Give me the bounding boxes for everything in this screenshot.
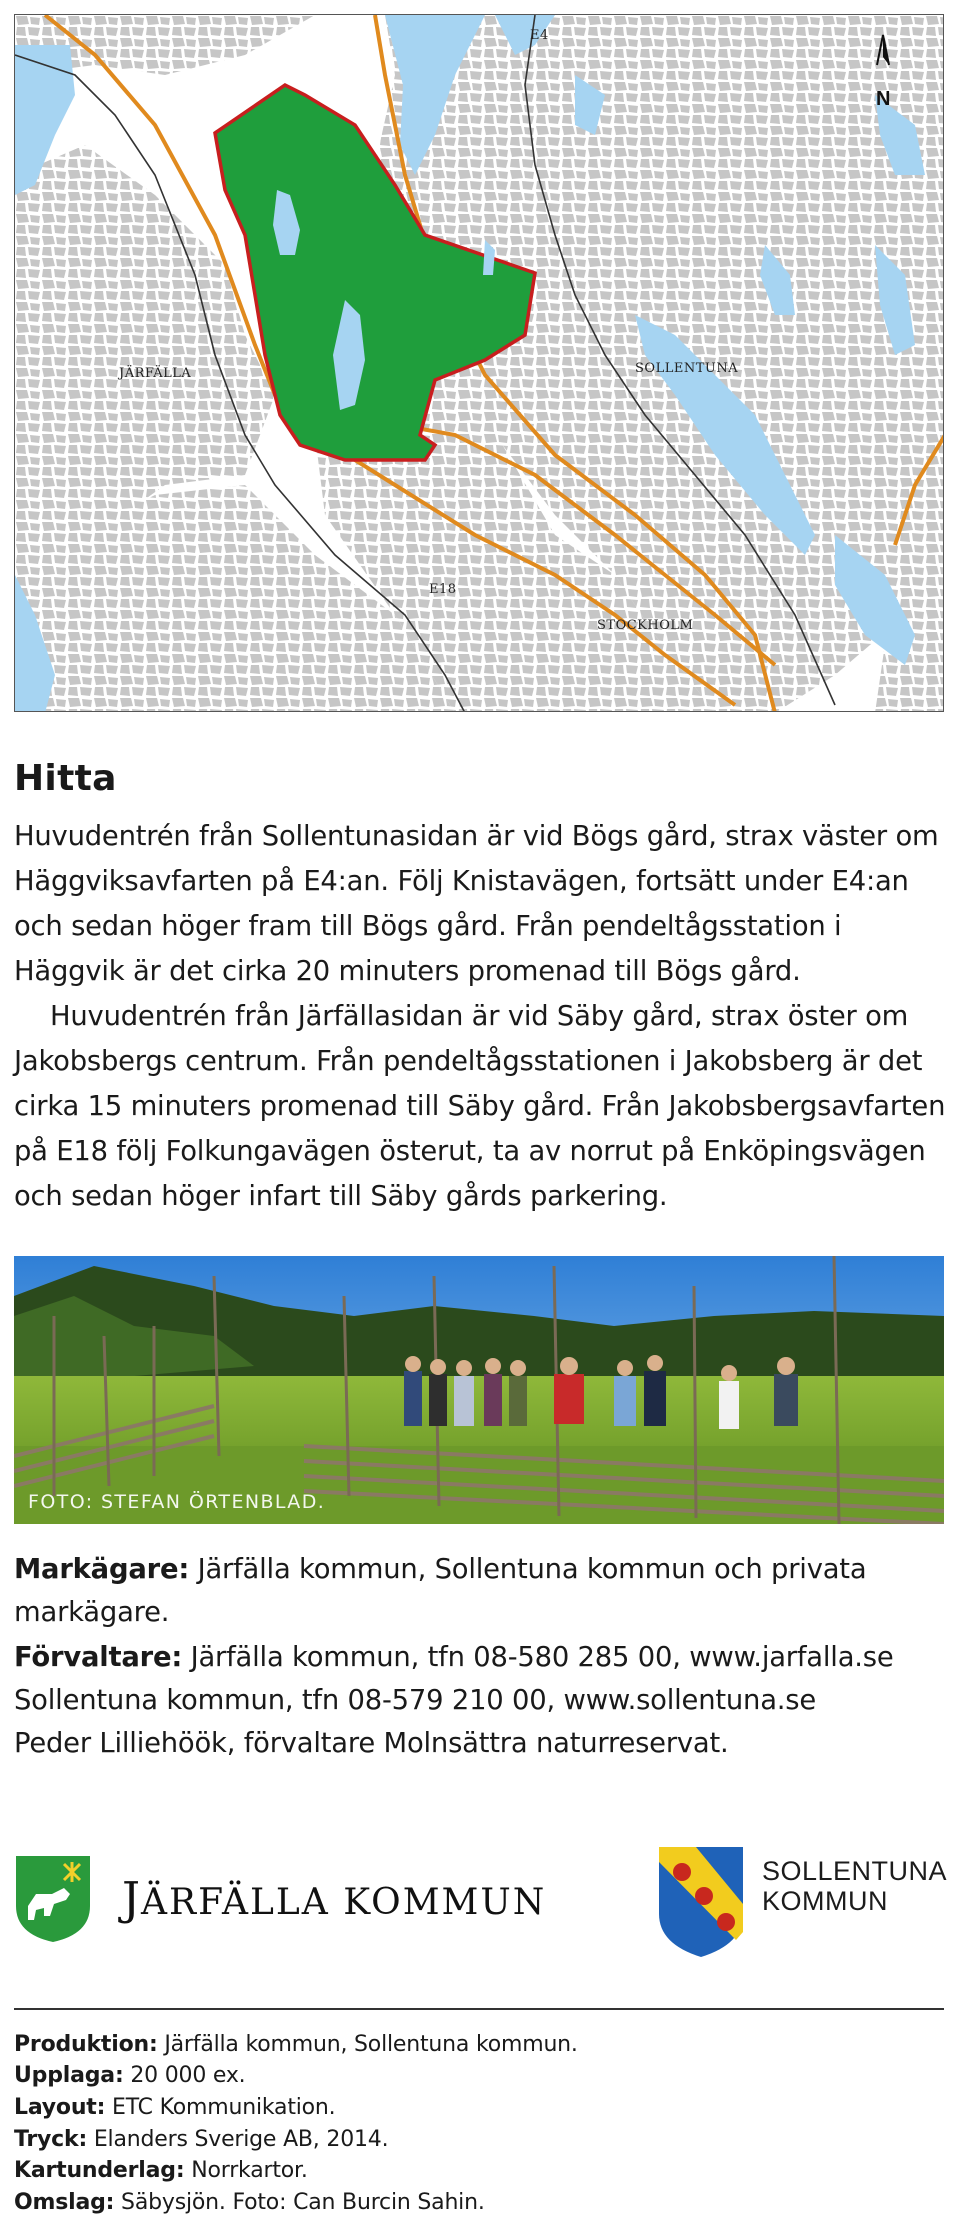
directions-paragraph-jarfalla [14, 994, 950, 1219]
north-label: N [876, 88, 891, 110]
jarfalla-wordmark [122, 1872, 546, 1925]
credit-label: Kartunderlag: [14, 2158, 185, 2183]
map-label-jarfalla: JÄRFÄLLA [119, 366, 192, 381]
reserve-map [14, 14, 944, 712]
credit-text: Järfälla kommun, Sollentuna kommun. [157, 2032, 578, 2057]
guided-walk-photo [14, 1256, 944, 1524]
section-title: Hitta [14, 758, 117, 799]
credits-divider [14, 2008, 944, 2010]
owner-text: Järfälla kommun, Sollentuna kommun och privata markägare. [14, 1554, 867, 1628]
manager-text: Järfälla kommun, tfn 08-580 285 00, www.jarfalla.se [182, 1642, 894, 1673]
photo-credit: FOTO: STEFAN ÖRTENBLAD. [28, 1491, 326, 1513]
sollentuna-crest-icon [656, 1844, 746, 1960]
photo-graphic [14, 1256, 944, 1524]
credit-layout [14, 2092, 335, 2124]
credit-text: 20 000 ex. [123, 2063, 246, 2088]
credit-production [14, 2029, 578, 2061]
manager-line-reserve: Peder Lilliehöök, förvaltare Molnsättra naturreservat. [14, 1728, 729, 1759]
owner-label: Markägare: [14, 1554, 190, 1585]
manager-info [14, 1636, 950, 1679]
manager-line-sollentuna: Sollentuna kommun, tfn 08-579 210 00, www.sollentuna.se [14, 1685, 817, 1716]
credit-label: Tryck: [14, 2127, 88, 2152]
sollentuna-wordmark [762, 1856, 947, 1916]
sollentuna-crest-graphic [656, 1844, 746, 1960]
credit-map-base [14, 2155, 308, 2187]
credit-text: Säbysjön. Foto: Can Burcin Sahin. [114, 2190, 485, 2215]
map-graphic [15, 15, 944, 712]
map-label-e18: E18 [429, 582, 457, 597]
credit-label: Layout: [14, 2095, 106, 2120]
map-label-e4: E4 [530, 28, 549, 43]
jarfalla-wordmark-initial: J [122, 1872, 142, 1925]
credit-text: Norrkartor. [184, 2158, 308, 2183]
directions-paragraph-jarfalla-text: Huvudentrén från Järfällasidan är vid Säby gård, strax öster om Jakobsbergs centrum. Från pendeltågsstationen i Jakobsberg är det cirka 15 minuters promenad till Säby gård. Från Jakobsbergsavfarten på E18 följ Folkungavägen österut, ta av norrut på Enköpingsvägen och sedan höger infart till Säby gårds parkering. [14, 1001, 946, 1212]
credit-print [14, 2124, 388, 2156]
credit-label: Produktion: [14, 2032, 158, 2057]
credit-edition [14, 2060, 245, 2092]
jarfalla-shield-icon [14, 1854, 94, 1944]
credit-cover [14, 2187, 485, 2219]
credit-text: ETC Kommunikation. [105, 2095, 336, 2120]
directions-paragraph-sollentuna: Huvudentrén från Sollentunasidan är vid Bögs gård, strax väster om Häggviksavfarten på E4:an. Följ Knistavägen, fortsätt under E4:an och sedan höger fram till Bögs gård. Från pendeltågsstation i Häggvik är det cirka 20 minuters promenad till Bögs gård. [14, 821, 939, 987]
map-label-stockholm: STOCKHOLM [597, 618, 694, 633]
credit-text: Elanders Sverige AB, 2014. [87, 2127, 389, 2152]
owner-info [14, 1548, 950, 1634]
credit-label: Omslag: [14, 2190, 115, 2215]
credit-label: Upplaga: [14, 2063, 124, 2088]
map-label-sollentuna: SOLLENTUNA [635, 361, 739, 376]
manager-label: Förvaltare: [14, 1642, 183, 1673]
sollentuna-wordmark-line1: SOLLENTUNA [762, 1856, 948, 1886]
sollentuna-wordmark-line2: KOMMUN [762, 1886, 888, 1916]
jarfalla-wordmark-rest: ÄRFÄLLA KOMMUN [141, 1882, 547, 1923]
